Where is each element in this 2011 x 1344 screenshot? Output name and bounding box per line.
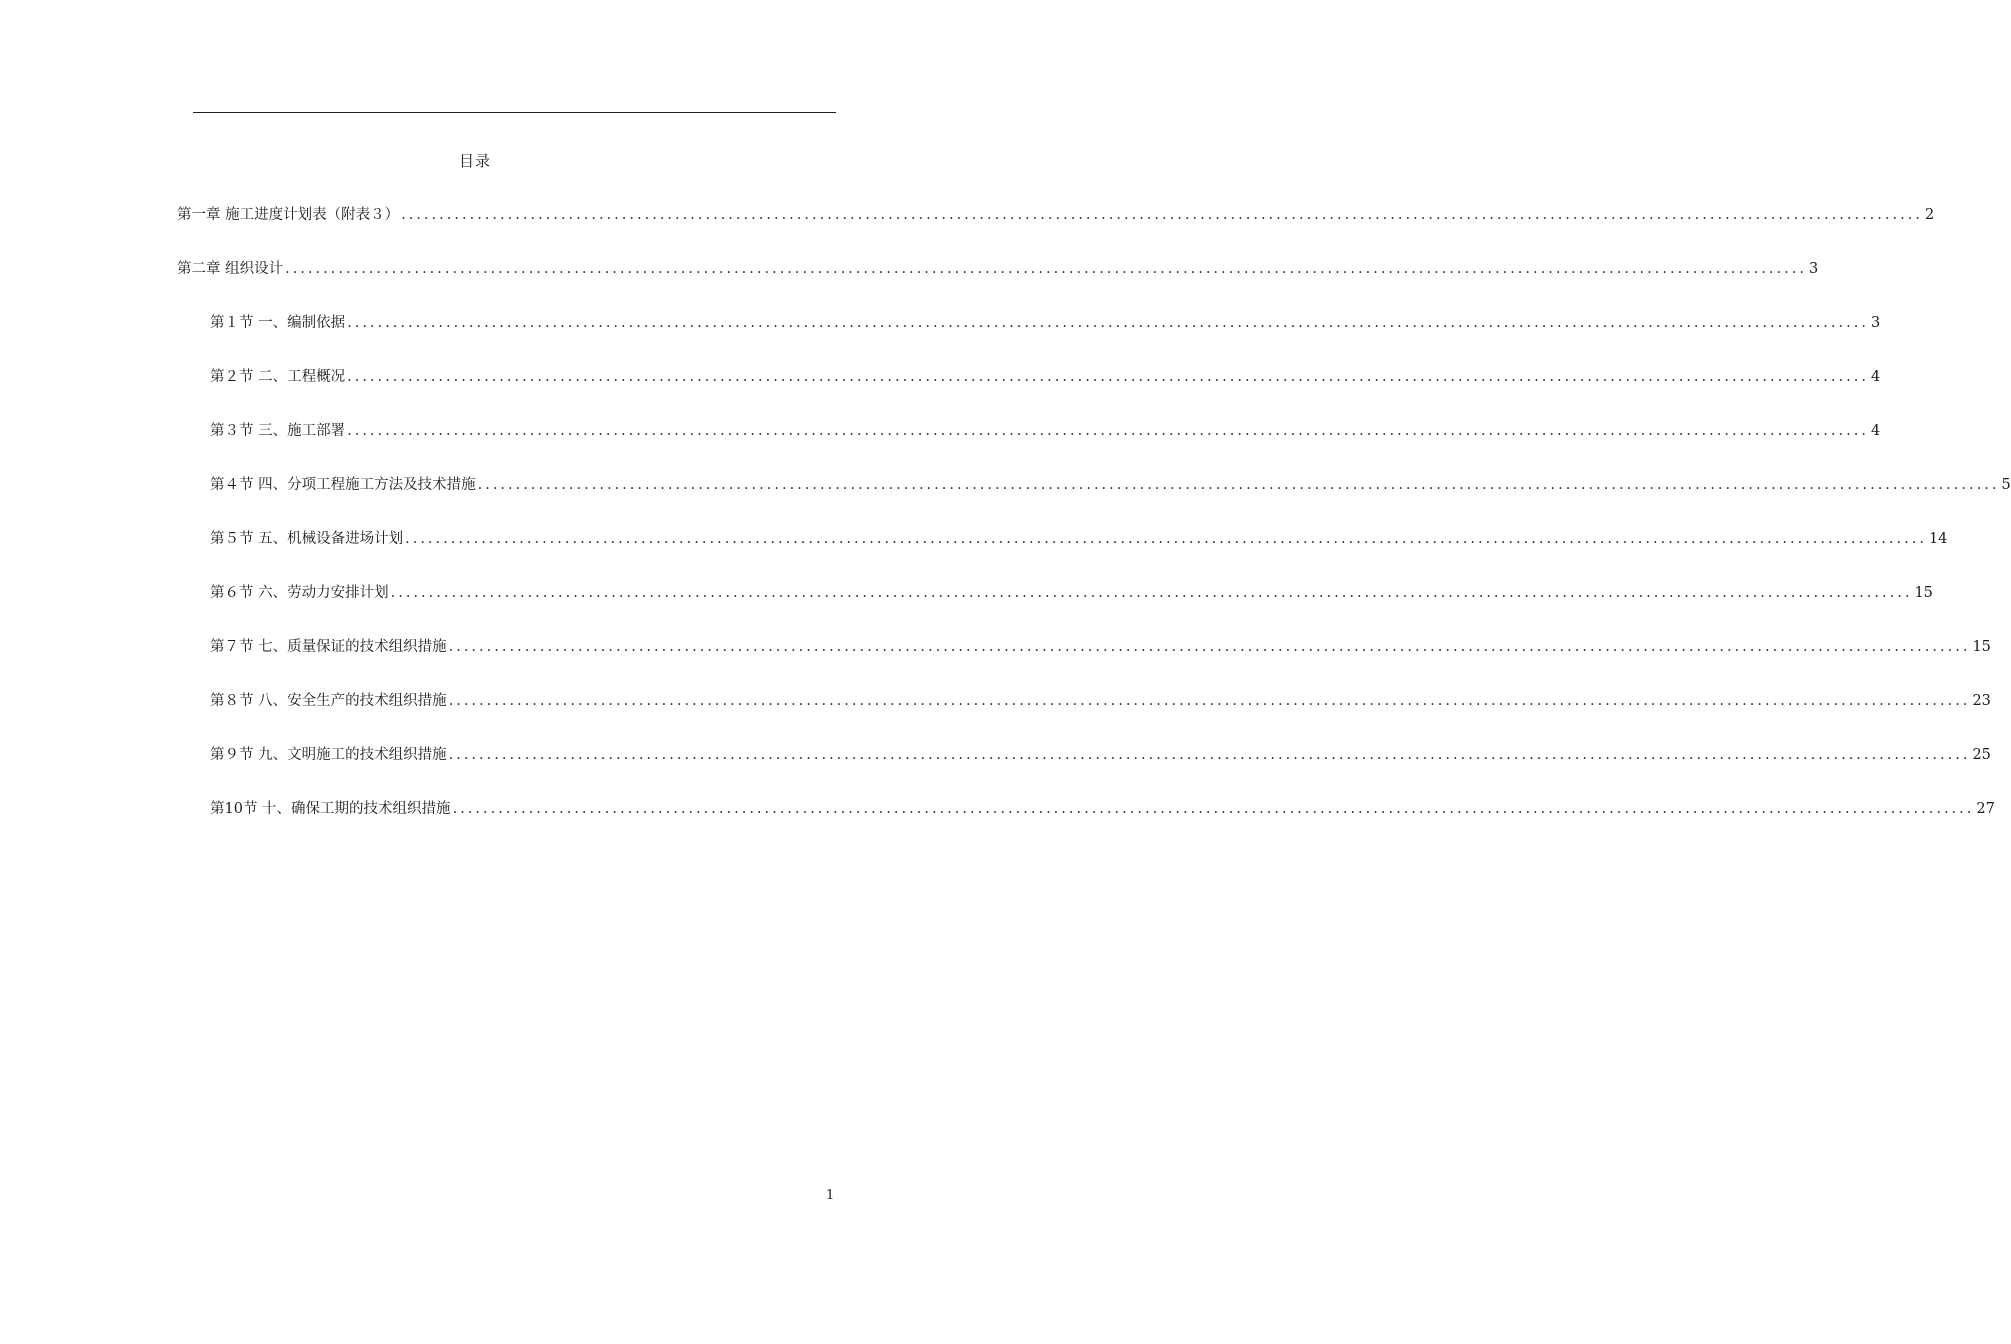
toc-entry-text: 第８节 八、安全生产的技术组织措施 bbox=[210, 693, 447, 709]
toc-leader-dots: ........................................................................................................................................................................................................ bbox=[347, 423, 1869, 439]
toc-entry-page: 27 bbox=[1976, 801, 1995, 817]
toc-entry-page: 3 bbox=[1870, 315, 1881, 331]
toc-entry-page: 5 bbox=[2001, 477, 2011, 493]
toc-entry-page: 4 bbox=[1870, 423, 1881, 439]
toc-entry-text: 第２节 二、工程概况 bbox=[210, 369, 346, 385]
toc-entry-text: 第９节 九、文明施工的技术组织措施 bbox=[210, 747, 447, 763]
page-number: 1 bbox=[826, 1188, 835, 1203]
toc-entry-page: 4 bbox=[1870, 369, 1881, 385]
toc-leader-dots: ........................................................................................................................................................................................................ bbox=[347, 369, 1869, 385]
toc-leader-dots: ........................................................................................................................................................................................................ bbox=[390, 585, 1913, 601]
toc-entry-chapter-2[interactable] bbox=[177, 259, 1819, 279]
toc-entry-section-7[interactable] bbox=[210, 637, 1991, 657]
toc-leader-dots: ........................................................................................................................................................................................................ bbox=[448, 747, 1971, 763]
toc-entry-text: 第３节 三、施工部署 bbox=[210, 423, 346, 439]
toc-entry-page: 23 bbox=[1972, 693, 1991, 709]
toc-entry-section-2[interactable] bbox=[210, 367, 1881, 387]
toc-entry-chapter-1[interactable] bbox=[177, 205, 1935, 225]
header-rule bbox=[193, 112, 836, 113]
toc-leader-dots: ........................................................................................................................................................................................................ bbox=[347, 315, 1869, 331]
toc-entry-text: 第６节 六、劳动力安排计划 bbox=[210, 585, 389, 601]
toc-leader-dots: ........................................................................................................................................................................................................ bbox=[477, 477, 2000, 493]
toc-entry-section-9[interactable] bbox=[210, 745, 1991, 765]
toc-entry-text: 第７节 七、质量保证的技术组织措施 bbox=[210, 639, 447, 655]
toc-leader-dots: ........................................................................................................................................................................................................ bbox=[405, 531, 1927, 547]
toc-entry-section-6[interactable] bbox=[210, 583, 1933, 603]
toc-entry-page: 2 bbox=[1924, 207, 1935, 223]
toc-entry-page: 15 bbox=[1972, 639, 1991, 655]
toc-entry-text: 第10节 十、确保工期的技术组织措施 bbox=[210, 801, 451, 817]
toc-entry-text: 第一章 施工进度计划表（附表３） bbox=[177, 207, 400, 223]
toc-entry-text: 第二章 组织设计 bbox=[177, 261, 284, 277]
toc-leader-dots: ........................................................................................................................................................................................................ bbox=[285, 261, 1807, 277]
toc-entry-text: 第５节 五、机械设备进场计划 bbox=[210, 531, 404, 547]
toc-entry-text: 第４节 四、分项工程施工方法及技术措施 bbox=[210, 477, 476, 493]
toc-entry-section-10[interactable] bbox=[210, 799, 1995, 819]
toc-entry-page: 3 bbox=[1808, 261, 1819, 277]
toc-title: 目录 bbox=[458, 152, 491, 170]
toc-leader-dots: ........................................................................................................................................................................................................ bbox=[448, 693, 1971, 709]
toc-entry-page: 14 bbox=[1928, 531, 1948, 547]
toc-leader-dots: ........................................................................................................................................................................................................ bbox=[401, 207, 1923, 223]
toc-leader-dots: ........................................................................................................................................................................................................ bbox=[452, 801, 1975, 817]
toc-entry-text: 第１节 一、编制依据 bbox=[210, 315, 346, 331]
toc-entry-section-8[interactable] bbox=[210, 691, 1991, 711]
toc-entry-page: 25 bbox=[1972, 747, 1991, 763]
toc-entry-section-5[interactable] bbox=[210, 529, 1948, 549]
toc-entry-page: 15 bbox=[1914, 585, 1933, 601]
toc-entry-section-3[interactable] bbox=[210, 421, 1881, 441]
toc-entry-section-1[interactable] bbox=[210, 313, 1881, 333]
toc-entry-section-4[interactable] bbox=[210, 475, 2011, 495]
toc-leader-dots: ........................................................................................................................................................................................................ bbox=[448, 639, 1971, 655]
